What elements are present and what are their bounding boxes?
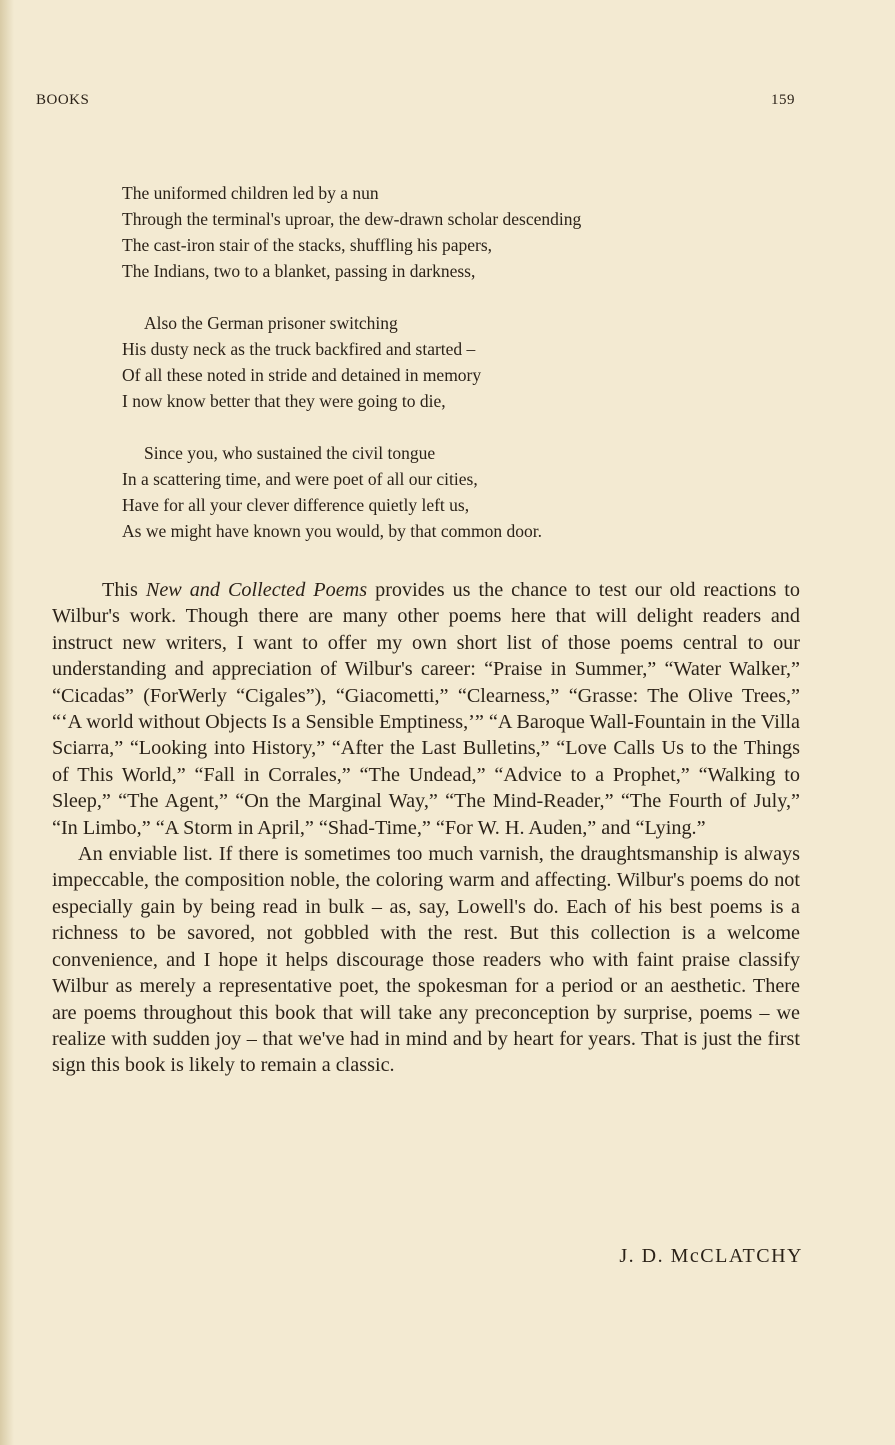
poem-line: The uniformed children led by a nun <box>122 183 379 203</box>
paragraph-text: This <box>102 579 146 601</box>
author-signature: J. D. McCLATCHY <box>619 1245 803 1267</box>
poem-stanza-1 <box>122 180 782 284</box>
poem-line: Of all these noted in stride and detained in memory <box>122 365 482 385</box>
poem-line: His dusty neck as the truck backfired and started – <box>122 339 476 359</box>
poem-line: As we might have known you would, by that common door. <box>122 521 542 541</box>
poem-line: Have for all your clever difference quietly left us, <box>122 495 470 515</box>
review-paragraph-1 <box>52 577 800 841</box>
review-body <box>52 577 800 1079</box>
poem-line: Through the terminal's uproar, the dew-drawn scholar descending <box>122 209 582 229</box>
poem-excerpt <box>122 180 782 544</box>
poem-line: I now know better that they were going to die, <box>122 391 446 411</box>
poem-line: Since you, who sustained the civil tongue <box>144 443 436 463</box>
page-number: 159 <box>771 92 795 108</box>
poem-line: The Indians, two to a blanket, passing in darkness, <box>122 261 476 281</box>
poem-line: In a scattering time, and were poet of all our cities, <box>122 469 478 489</box>
running-head <box>36 92 795 112</box>
poem-stanza-3 <box>122 440 782 544</box>
binding-edge-shadow <box>0 0 14 1445</box>
paragraph-text: provides us the chance to test our old reactions to Wilbur's work. Though there are many other poems here that will delight readers and instruct new writers, I want to offer my own short list of those poems central to our understanding and appreciation of Wilbur's career: “Praise in Summer,” “Water Walker,” “Cicadas” (ForWerly “Cigales”), “Giacometti,” “Clearness,” “Grasse: The Olive Trees,” “‘A world without Objects Is a Sensible Emptiness,’” “A Baroque Wall-Fountain in the Villa Sciarra,” “Looking into History,” “After the Last Bulletins,” “Love Calls Us to the Things of This World,” “Fall in Corrales,” “The Undead,” “Advice to a Prophet,” “Walking to Sleep,” “The Agent,” “On the Marginal Way,” “The Mind-Reader,” “The Fourth of July,” “In Limbo,” “A Storm in April,” “Shad-Time,” “For W. H. Auden,” and “Lying.” <box>52 579 800 839</box>
review-paragraph-2: An enviable list. If there is sometimes too much varnish, the draughtsmanship is always impeccable, the composition noble, the coloring warm and affecting. Wilbur's poems do not especially gain by being read in bulk – as, say, Lowell's do. Each of his best poems is a richness to be savored, not gobbled with the rest. But this collection is a welcome convenience, and I hope it helps discourage those readers who with faint praise classify Wilbur as merely a representative poet, the spokesman for a period or an aesthetic. There are poems throughout this book that will take any preconception by surprise, poems – we realize with sudden joy – that we've had in mind and by heart for years. That is just the first sign this book is likely to remain a classic. <box>52 843 800 1077</box>
book-title: New and Collected Poems <box>145 579 368 601</box>
section-title: BOOKS <box>36 92 90 108</box>
poem-stanza-2 <box>122 310 782 414</box>
poem-line: Also the German prisoner switching <box>144 313 398 333</box>
poem-line: The cast-iron stair of the stacks, shuffling his papers, <box>122 235 493 255</box>
